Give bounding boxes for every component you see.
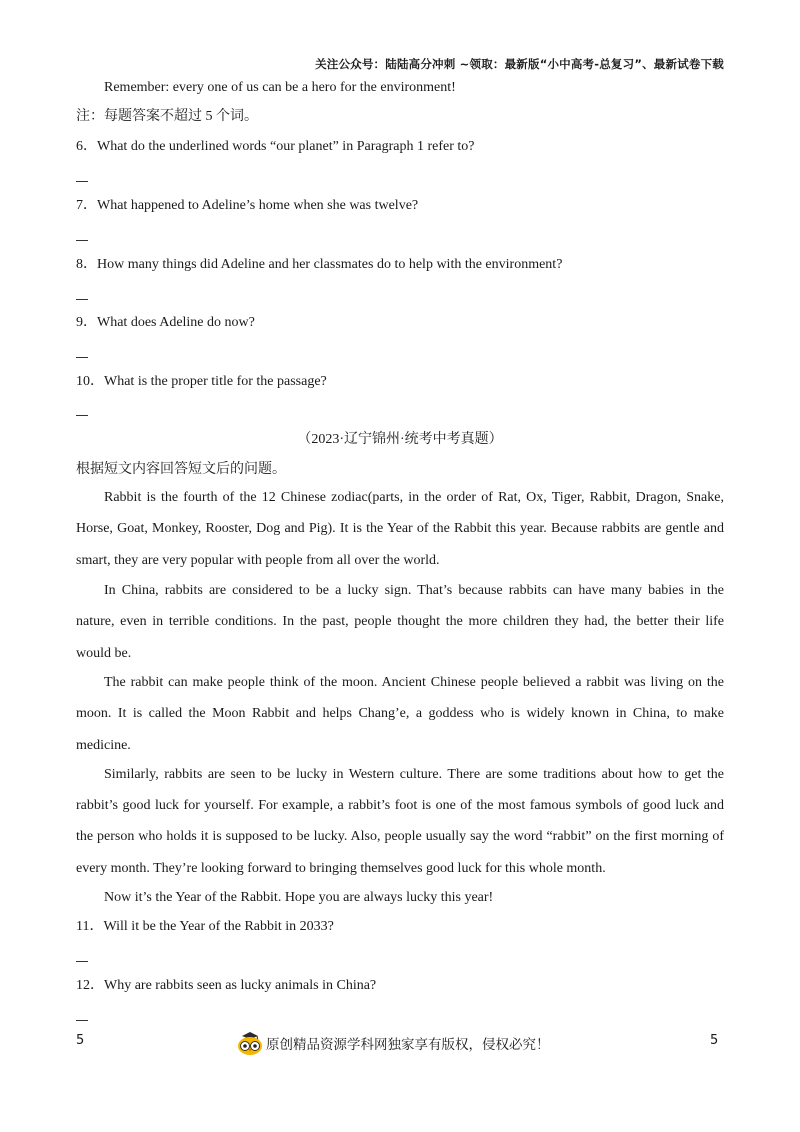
question-11: 11．Will it be the Year of the Rabbit in 2033?	[76, 919, 334, 934]
passage-p1-line3: smart, they are very popular with people from all over the world.	[76, 553, 440, 568]
passage-p4-line4: every month. They’re looking forward to bringing themselves good luck for this whole month.	[76, 861, 606, 876]
question-7: 7．What happened to Adeline’s home when she was twelve?	[76, 198, 419, 213]
passage-p3-line3: medicine.	[76, 738, 131, 753]
answer-blank-9[interactable]	[76, 357, 88, 358]
passage-p2-line3: would be.	[76, 646, 132, 661]
copyright-footer	[236, 1030, 550, 1056]
copyright-text: 原创精品资源学科网独家享有版权，侵权必究！	[266, 1037, 550, 1053]
question-6: 6．What do the underlined words “our planet” in Paragraph 1 refer to?	[76, 139, 475, 154]
answer-note: 注：每题答案不超过 5 个词。	[76, 109, 258, 124]
question-10: 10．What is the proper title for the passage?	[76, 374, 327, 389]
passage-p1-line2: Horse, Goat, Monkey, Rooster, Dog and Pig). It is the Year of the Rabbit this year. Because rabbits are gentle and	[76, 521, 724, 536]
page-header: 关注公众号：陆陆高分冲刺 ~领取：最新版“小中高考-总复习”、最新试卷下载	[315, 57, 724, 71]
passage-p4-line2: rabbit’s good luck for yourself. For example, a rabbit’s foot is one of the most famous symbols of good luck and	[76, 798, 724, 813]
passage-p1-line1: Rabbit is the fourth of the 12 Chinese zodiac(parts, in the order of Rat, Ox, Tiger, Rabbit, Dragon, Snake,	[104, 490, 724, 505]
passage-p3-line1: The rabbit can make people think of the moon. Ancient Chinese people believed a rabbit was living on the	[104, 675, 724, 690]
question-8: 8．How many things did Adeline and her classmates do to help with the environment?	[76, 257, 563, 272]
passage-p5-line1: Now it’s the Year of the Rabbit. Hope you are always lucky this year!	[104, 890, 494, 905]
passage-p4-line1: Similarly, rabbits are seen to be lucky in Western culture. There are some traditions about how to get the	[104, 767, 724, 782]
source-citation: （2023·辽宁锦州·统考中考真题）	[297, 432, 503, 447]
question-9: 9．What does Adeline do now?	[76, 315, 255, 330]
answer-blank-10[interactable]	[76, 415, 88, 416]
passage-p3-line2: moon. It is called the Moon Rabbit and helps Chang’e, a goddess who is widely known in China, to make	[76, 706, 724, 721]
answer-blank-8[interactable]	[76, 299, 88, 300]
page-number-left: 5	[76, 1033, 85, 1048]
answer-blank-7[interactable]	[76, 240, 88, 241]
owl-logo-icon	[236, 1030, 264, 1056]
reading-instruction: 根据短文内容回答短文后的问题。	[76, 462, 286, 477]
page-number-right: 5	[710, 1033, 719, 1048]
question-12: 12．Why are rabbits seen as lucky animals in China?	[76, 978, 377, 993]
passage-p4-line3: the person who holds it is supposed to be lucky. Also, people usually say the word “rabbit” on the first morning of	[76, 829, 724, 844]
passage-p2-line1: In China, rabbits are considered to be a lucky sign. That’s because rabbits can have many babies in the	[104, 583, 724, 598]
answer-blank-11[interactable]	[76, 961, 88, 962]
answer-blank-12[interactable]	[76, 1020, 88, 1021]
remember-line: Remember: every one of us can be a hero for the environment!	[104, 80, 456, 95]
answer-blank-6[interactable]	[76, 181, 88, 182]
passage-p2-line2: nature, even in terrible conditions. In the past, people thought the more children they had, the better their life	[76, 614, 724, 629]
